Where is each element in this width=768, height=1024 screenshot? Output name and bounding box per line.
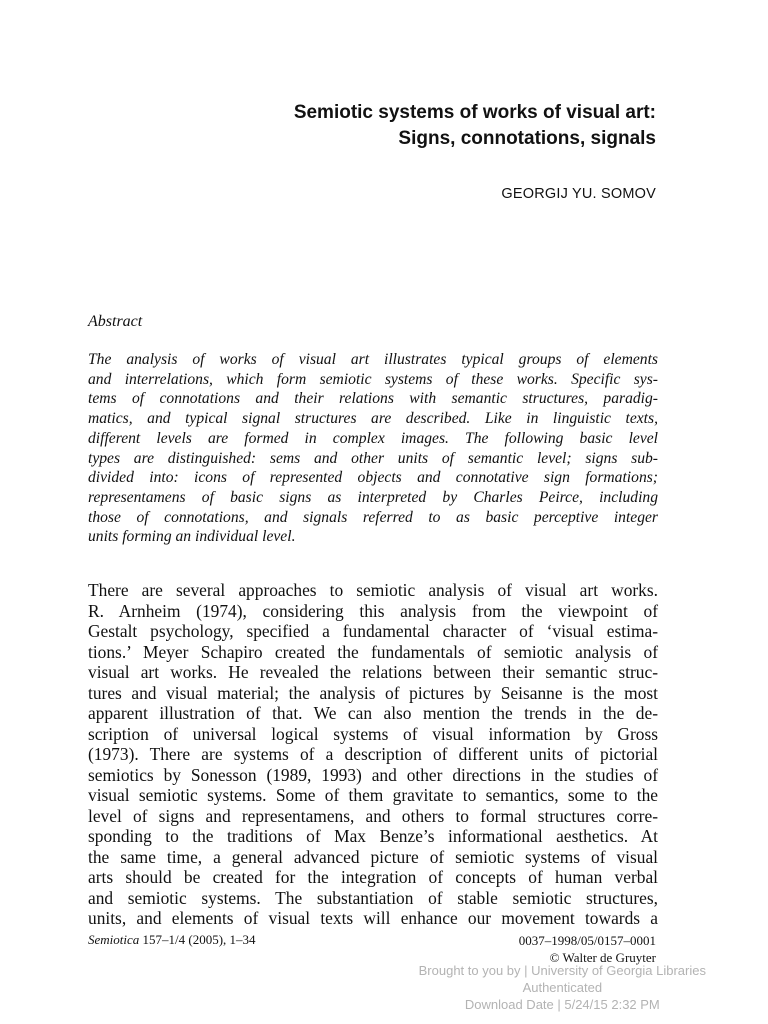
body-paragraph: [88, 580, 658, 929]
body-line: and semiotic systems. The substantiation of stable semiotic structures,: [88, 887, 658, 908]
body-line: Gestalt psychology, specified a fundamental character of ‘visual estima-: [88, 621, 658, 641]
body-line: tions.’ Meyer Schapiro created the fundamentals of semiotic analysis of: [88, 641, 658, 662]
body-line: sponding to the traditions of Max Benze’s informational aesthetics. At: [88, 826, 658, 846]
issn-code: 0037–1998/05/0157–0001: [518, 933, 656, 948]
body-line: visual semiotic systems. Some of them gravitate to semantics, some to the: [88, 785, 658, 805]
body-line: units, and elements of visual texts will enhance our movement towards a: [88, 908, 658, 928]
body-line: (1973). There are systems of a description of different units of pictorial: [88, 744, 658, 764]
journal-citation: [88, 932, 256, 948]
abstract-line: The analysis of works of visual art illustrates typical groups of elements: [88, 351, 658, 368]
title-line-2: Signs, connotations, signals: [398, 128, 656, 149]
abstract-line: tems of connotations and their relations with semantic structures, paradig-: [88, 390, 658, 408]
abstract-line: divided into: icons of represented objects and connotative sign formations;: [88, 469, 658, 487]
article-title: [294, 100, 656, 152]
body-line: There are several approaches to semiotic analysis of visual art works.: [88, 580, 658, 600]
body-line: scription of universal logical systems of visual information by Gross: [88, 723, 658, 744]
body-line: apparent illustration of that. We can also mention the trends in the de-: [88, 703, 658, 723]
body-line: tures and visual material; the analysis of pictures by Seisanne is the most: [88, 682, 658, 703]
copyright-notice: © Walter de Gruyter: [549, 950, 656, 965]
abstract-line: types are distinguished: sems and other units of semantic level; signs sub-: [88, 449, 658, 467]
abstract-line: and interrelations, which form semiotic systems of these works. Specific sys-: [88, 370, 658, 388]
citation-details: 157–1/4 (2005), 1–34: [139, 932, 256, 947]
access-watermark: [419, 962, 706, 1013]
abstract-body: [88, 350, 658, 547]
abstract-line: representamens of basic signs as interpreted by Charles Peirce, including: [88, 488, 658, 506]
watermark-line-2: Authenticated: [522, 980, 603, 995]
body-line: level of signs and representamens, and others to formal structures corre-: [88, 805, 658, 826]
abstract-line: different levels are formed in complex images. The following basic level: [88, 429, 658, 447]
abstract-line: units forming an individual level.: [88, 528, 296, 546]
author-name: GEORGIJ YU. SOMOV: [501, 186, 656, 202]
body-line: semiotics by Sonesson (1989, 1993) and other directions in the studies of: [88, 764, 658, 785]
abstract-line: those of connotations, and signals referred to as basic perceptive integer: [88, 508, 658, 526]
abstract-heading: Abstract: [88, 313, 143, 330]
body-line: the same time, a general advanced picture of semiotic systems of visual: [88, 846, 658, 867]
body-line: visual art works. He revealed the relations between their semantic struc-: [88, 662, 658, 682]
body-line: R. Arnheim (1974), considering this analysis from the viewpoint of: [88, 600, 658, 621]
publication-info: [519, 932, 656, 966]
journal-name: Semiotica: [88, 932, 140, 947]
body-line: arts should be created for the integration of concepts of human verbal: [88, 867, 658, 887]
watermark-line-1: Brought to you by | University of Georgia Libraries: [418, 963, 706, 978]
title-line-1: Semiotic systems of works of visual art:: [293, 102, 656, 123]
watermark-line-3: Download Date | 5/24/15 2:32 PM: [464, 997, 660, 1012]
abstract-line: matics, and typical signal structures are described. Like in linguistic texts,: [88, 410, 658, 428]
